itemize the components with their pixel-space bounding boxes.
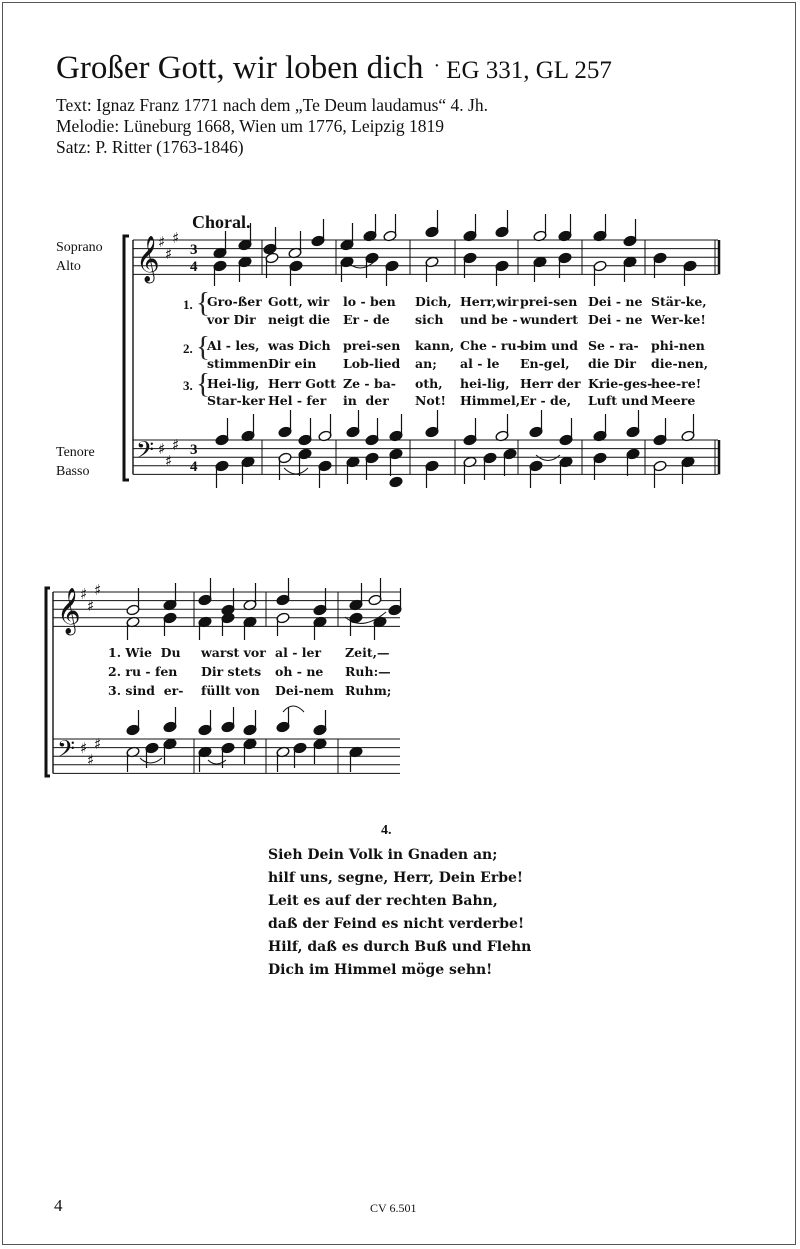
sharp-sign: ♯ bbox=[87, 597, 95, 615]
lyric-syllable: in der bbox=[343, 393, 389, 408]
lyric-syllable: 1. Wie Du bbox=[108, 645, 181, 660]
lyric-syllable: Stär-ke, bbox=[651, 294, 707, 309]
lyric-syllable: Er - de, bbox=[520, 393, 572, 408]
title-text: Großer Gott, wir loben dich bbox=[56, 50, 424, 86]
lyric-syllable: Al - les, bbox=[207, 338, 260, 353]
lyric-syllable: Ruh:— bbox=[345, 664, 391, 679]
lyric-syllable: lo - ben bbox=[343, 294, 396, 309]
stanza-line: Hilf, daß es durch Buß und Flehn bbox=[268, 939, 532, 955]
melody-credit: Melodie: Lüneburg 1668, Wien um 1776, Leipzig 1819 bbox=[56, 116, 444, 136]
tenore-label: Tenore bbox=[56, 445, 95, 460]
time-signature: 4 bbox=[190, 259, 198, 275]
lyric-syllable: Hei-lig, bbox=[207, 376, 260, 391]
lyric-syllable: bim und bbox=[520, 338, 578, 353]
lyric-syllable: Dir stets bbox=[201, 664, 262, 679]
stanza-line: Sieh Dein Volk in Gnaden an; bbox=[268, 847, 498, 863]
title-separator: · bbox=[433, 55, 441, 77]
bass-clef-icon: 𝄢 bbox=[136, 436, 155, 469]
lyric-syllable: sich bbox=[415, 312, 444, 327]
lyric-syllable: Se - ra- bbox=[588, 338, 639, 353]
lyric-syllable: kann, bbox=[415, 338, 455, 353]
verse-brace: { bbox=[196, 287, 210, 319]
lyric-syllable: vor Dir bbox=[207, 312, 256, 327]
lyric-syllable: Herr,wir bbox=[460, 294, 519, 309]
time-signature: 4 bbox=[190, 459, 198, 475]
lyric-syllable: Dei - ne bbox=[588, 312, 643, 327]
lyric-syllable: hei-lig, bbox=[460, 376, 510, 391]
page-number: 4 bbox=[54, 1196, 63, 1215]
lyric-syllable: neigt die bbox=[268, 312, 331, 327]
hymn-numbers: EG 331, GL 257 bbox=[446, 57, 612, 84]
verse-number: 2. bbox=[183, 341, 193, 356]
verse-brace: { bbox=[196, 331, 210, 363]
soprano-label: Soprano bbox=[56, 240, 103, 255]
lyric-syllable: 2. ru - fen bbox=[108, 664, 178, 679]
lyric-syllable: Herr Gott bbox=[268, 376, 336, 391]
treble-clef-icon: 𝄞 bbox=[136, 236, 160, 282]
lyric-syllable: Dei - ne bbox=[588, 294, 643, 309]
slur bbox=[284, 468, 308, 474]
stanza-line: hilf uns, segne, Herr, Dein Erbe! bbox=[268, 870, 524, 886]
verse-number: 3. bbox=[183, 378, 193, 393]
lyric-syllable: was Dich bbox=[268, 338, 331, 353]
sharp-sign: ♯ bbox=[80, 739, 88, 757]
verse-number: 1. bbox=[183, 297, 193, 312]
stanza-line: Leit es auf der rechten Bahn, bbox=[268, 893, 498, 909]
lyric-syllable: an; bbox=[415, 356, 437, 371]
lyric-syllable: Che - ru- bbox=[460, 338, 522, 353]
sharp-sign: ♯ bbox=[87, 751, 95, 769]
sharp-sign: ♯ bbox=[172, 229, 180, 247]
slur bbox=[140, 758, 162, 763]
lyric-syllable: Gott, wir bbox=[268, 294, 330, 309]
lyric-syllable: Not! bbox=[415, 393, 447, 408]
lyric-syllable: al - le bbox=[460, 356, 500, 371]
basso-label: Basso bbox=[56, 464, 90, 479]
lyric-syllable: warst vor bbox=[201, 645, 266, 660]
lyric-syllable: Ruhm; bbox=[345, 683, 392, 698]
lyric-syllable: Krie-ges- bbox=[588, 376, 653, 391]
catalog-number: CV 6.501 bbox=[370, 1201, 417, 1215]
lyric-syllable: Dir ein bbox=[268, 356, 317, 371]
lyric-syllable: Meere bbox=[651, 393, 696, 408]
choral-heading: Choral. bbox=[192, 212, 251, 232]
lyric-syllable: Himmel, bbox=[460, 393, 521, 408]
lyric-syllable: Dich, bbox=[415, 294, 452, 309]
lyric-syllable: Hel - fer bbox=[268, 393, 327, 408]
lyric-syllable: wundert bbox=[520, 312, 578, 327]
stanza-line: Dich im Himmel möge sehn! bbox=[268, 962, 493, 978]
text-credit: Text: Ignaz Franz 1771 nach dem „Te Deum laudamus“ 4. Jh. bbox=[56, 95, 488, 115]
sharp-sign: ♯ bbox=[94, 735, 102, 753]
treble-clef-icon: 𝄞 bbox=[57, 588, 81, 634]
lyric-syllable: Er - de bbox=[343, 312, 390, 327]
alto-label: Alto bbox=[56, 259, 81, 274]
lyric-syllable: füllt von bbox=[201, 683, 260, 698]
lyric-syllable: En-gel, bbox=[520, 356, 570, 371]
lyric-syllable: prei-sen bbox=[520, 294, 578, 309]
lyric-syllable: hee-re! bbox=[651, 376, 702, 391]
bass-clef-icon: 𝄢 bbox=[57, 735, 76, 768]
slur bbox=[283, 706, 304, 712]
lyric-syllable: phi-nen bbox=[651, 338, 705, 353]
system-bracket bbox=[46, 588, 50, 776]
time-signature: 3 bbox=[190, 442, 198, 458]
sharp-sign: ♯ bbox=[158, 233, 166, 251]
lyric-syllable: die-nen, bbox=[651, 356, 709, 371]
lyric-syllable: Lob-lied bbox=[343, 356, 401, 371]
lyric-syllable: Wer-ke! bbox=[651, 312, 706, 327]
lyric-syllable: al - ler bbox=[275, 645, 322, 660]
setting-credit: Satz: P. Ritter (1763-1846) bbox=[56, 137, 244, 157]
lyric-syllable: Star-ker bbox=[207, 393, 265, 408]
lyric-syllable: Ze - ba- bbox=[343, 376, 396, 391]
lyric-syllable: Gro-ßer bbox=[207, 294, 262, 309]
sharp-sign: ♯ bbox=[158, 440, 166, 458]
note-head bbox=[389, 476, 403, 488]
time-signature: 3 bbox=[190, 242, 198, 258]
slur bbox=[536, 455, 560, 461]
lyric-syllable: Herr der bbox=[520, 376, 581, 391]
lyric-syllable: Zeit,— bbox=[345, 645, 390, 660]
sharp-sign: ♯ bbox=[165, 452, 173, 470]
verse-brace: { bbox=[196, 368, 210, 400]
lyric-syllable: oth, bbox=[415, 376, 443, 391]
sharp-sign: ♯ bbox=[165, 245, 173, 263]
stanza-line: daß der Feind es nicht verderbe! bbox=[268, 916, 525, 932]
lyric-syllable: Dei-nem bbox=[275, 683, 334, 698]
system-bracket bbox=[124, 236, 129, 480]
lyric-syllable: die Dir bbox=[588, 356, 636, 371]
slur bbox=[208, 760, 226, 764]
lyric-syllable: prei-sen bbox=[343, 338, 401, 353]
sharp-sign: ♯ bbox=[172, 436, 180, 454]
lyric-syllable: oh - ne bbox=[275, 664, 324, 679]
lyric-syllable: stimmen bbox=[207, 356, 269, 371]
sharp-sign: ♯ bbox=[80, 585, 88, 603]
sharp-sign: ♯ bbox=[94, 581, 102, 599]
stanza-4-number: 4. bbox=[381, 823, 392, 838]
lyric-syllable: und be - bbox=[460, 312, 518, 327]
lyric-syllable: 3. sind er- bbox=[108, 683, 184, 698]
lyric-syllable: Luft und bbox=[588, 393, 649, 408]
